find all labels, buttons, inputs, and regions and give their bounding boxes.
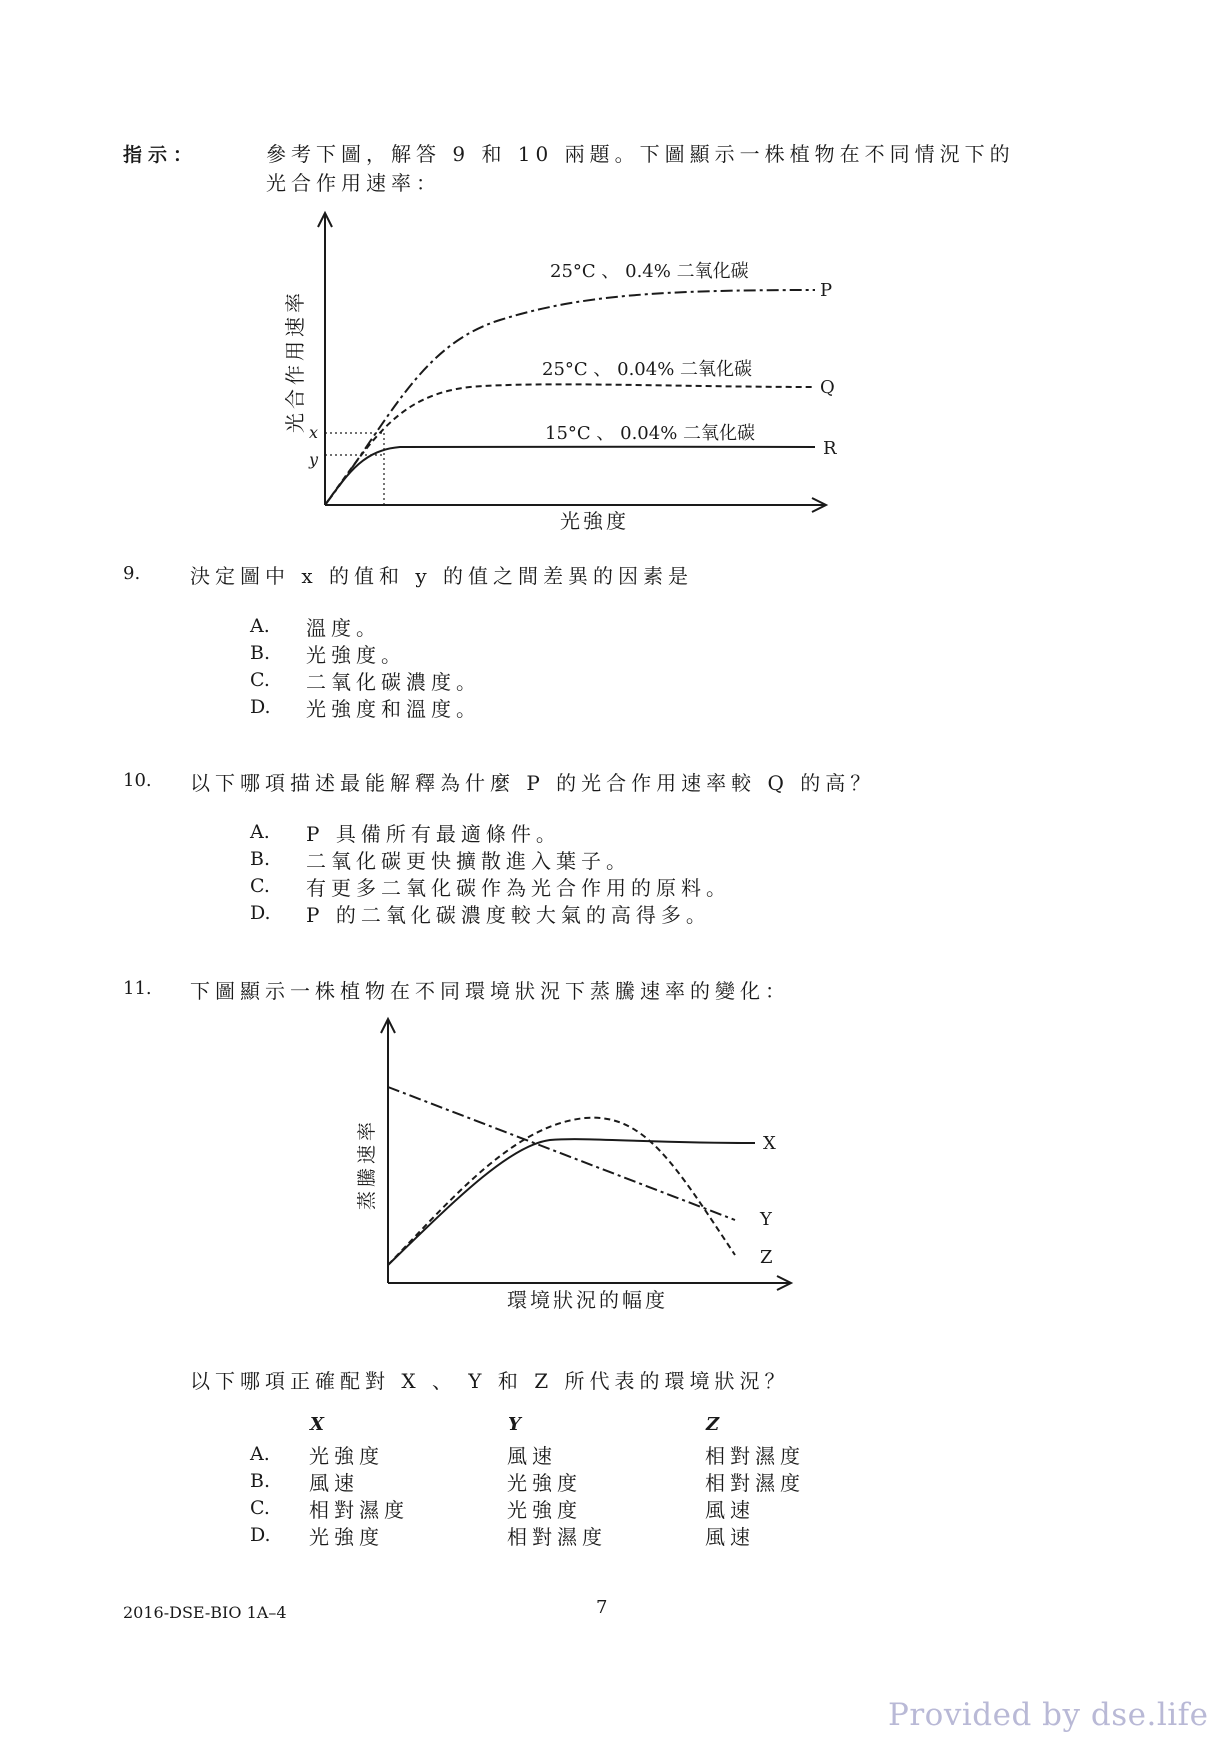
q11-row-b-y: 光強度 xyxy=(507,1471,582,1495)
curve-q-end-letter: Q xyxy=(820,377,835,398)
watermark: Provided by dse.life xyxy=(888,1697,1209,1733)
q10-option-b-letter: B. xyxy=(250,848,271,870)
q11-row-c-x: 相對濕度 xyxy=(309,1498,409,1522)
curve-y xyxy=(388,1087,735,1220)
q11-row-a-z: 相對濕度 xyxy=(705,1444,805,1468)
q11-row-d-y: 相對濕度 xyxy=(507,1525,607,1549)
q11-table-header-x: X xyxy=(310,1414,324,1435)
q10-option-c: 有更多二氧化碳作為光合作用的原料。 xyxy=(306,876,731,900)
q10-number: 10. xyxy=(123,770,152,791)
q10-option-b: 二氧化碳更快擴散進入葉子。 xyxy=(306,849,631,873)
page-number: 7 xyxy=(596,1597,608,1618)
q9-option-a: 溫度。 xyxy=(306,616,381,640)
q9-option-b-letter: B. xyxy=(250,642,271,664)
q11-table-header-z: Z xyxy=(706,1414,720,1435)
curve-p-label: 25°C 、 0.4% 二氧化碳 xyxy=(550,261,749,282)
q10-text: 以下哪項描述最能解釋為什麼 P 的光合作用速率較 Q 的高？ xyxy=(190,771,876,795)
curve-z-end-letter: Z xyxy=(760,1247,773,1268)
curve-r-end-letter: R xyxy=(823,438,837,459)
q9-option-c: 二氧化碳濃度。 xyxy=(306,670,481,694)
q9-option-d: 光強度和溫度。 xyxy=(306,697,481,721)
paper-code: 2016-DSE-BIO 1A–4 xyxy=(123,1603,287,1622)
marker-y-label: y xyxy=(309,450,319,469)
q11-text: 下圖顯示一株植物在不同環境狀況下蒸騰速率的變化： xyxy=(190,979,790,1003)
q9-option-b: 光強度。 xyxy=(306,643,406,667)
marker-x-label: x xyxy=(309,423,319,442)
curve-q-label: 25°C 、 0.04% 二氧化碳 xyxy=(542,359,753,380)
q9-option-a-letter: A. xyxy=(250,615,270,637)
q10-option-a: P 具備所有最適條件。 xyxy=(306,822,561,846)
q11-table-header-y: Y xyxy=(508,1414,521,1435)
q11-row-b-x: 風速 xyxy=(309,1471,359,1495)
curve-r-label: 15°C 、 0.04% 二氧化碳 xyxy=(545,423,756,444)
photosynthesis-graph xyxy=(280,205,880,535)
q11-row-d-x: 光強度 xyxy=(309,1525,384,1549)
graph1-x-axis-title: 光強度 xyxy=(560,509,629,533)
instruction-label: 指示： xyxy=(123,144,199,166)
instruction-line-1: 參考下圖，解答 9 和 10 兩題。下圖顯示一株植物在不同情況下的 xyxy=(266,142,1015,166)
graph1-y-axis-title: 光合作用速率 xyxy=(283,289,307,433)
curve-p-end-letter: P xyxy=(820,280,833,301)
q11-row-c-y: 光強度 xyxy=(507,1498,582,1522)
graph2-y-axis-title: 蒸騰速率 xyxy=(356,1117,378,1210)
q11-number: 11. xyxy=(123,978,152,999)
q10-option-a-letter: A. xyxy=(250,821,270,843)
q10-option-c-letter: C. xyxy=(250,875,270,897)
q11-row-a-x: 光強度 xyxy=(309,1444,384,1468)
q11-row-c-z: 風速 xyxy=(705,1498,755,1522)
transpiration-graph xyxy=(345,1015,805,1315)
graph2-axes xyxy=(381,1019,791,1290)
instruction-line-2: 光合作用速率： xyxy=(266,171,441,195)
q11-row-a-letter: A. xyxy=(250,1443,270,1465)
q11-row-a-y: 風速 xyxy=(507,1444,557,1468)
q11-question: 以下哪項正確配對 X 、 Y 和 Z 所代表的環境狀況？ xyxy=(190,1369,790,1393)
q9-option-d-letter: D. xyxy=(250,696,271,718)
q11-row-d-letter: D. xyxy=(250,1524,271,1546)
q11-row-c-letter: C. xyxy=(250,1497,270,1519)
graph2-x-axis-title: 環境狀況的幅度 xyxy=(507,1288,668,1312)
q11-row-d-z: 風速 xyxy=(705,1525,755,1549)
q10-option-d: P 的二氧化碳濃度較大氣的高得多。 xyxy=(306,903,711,927)
curve-y-end-letter: Y xyxy=(760,1209,772,1230)
q11-row-b-letter: B. xyxy=(250,1470,271,1492)
q9-number: 9. xyxy=(123,563,141,584)
curve-x-end-letter: X xyxy=(763,1133,776,1154)
q9-option-c-letter: C. xyxy=(250,669,270,691)
q10-option-d-letter: D. xyxy=(250,902,271,924)
q9-text: 決定圖中 x 的值和 y 的值之間差異的因素是 xyxy=(190,564,694,588)
curve-r xyxy=(325,447,815,505)
q11-row-b-z: 相對濕度 xyxy=(705,1471,805,1495)
curve-p xyxy=(325,290,815,505)
